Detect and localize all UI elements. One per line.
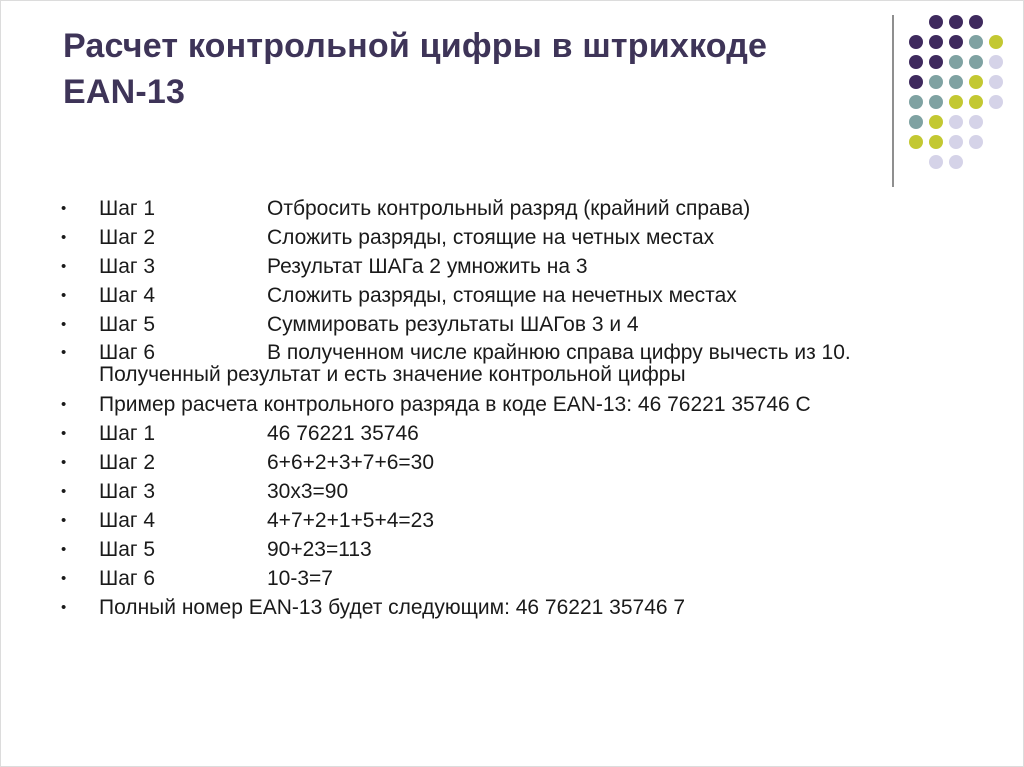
decorative-dot — [949, 75, 963, 89]
decorative-dot — [929, 135, 943, 149]
step-label: Шаг 1 — [99, 422, 156, 445]
decorative-dot — [949, 15, 963, 29]
bullet-icon: • — [61, 229, 67, 246]
bullet-icon: • — [61, 512, 67, 529]
step-text: 4+7+2+1+5+4=23 — [267, 509, 435, 532]
bullet-icon: • — [61, 454, 67, 471]
decorative-dot — [969, 55, 983, 69]
list-item — [59, 223, 989, 252]
step-label: Шаг 3 — [99, 480, 156, 503]
step-label: Шаг 6 — [99, 341, 156, 364]
step-text: 10-3=7 — [267, 567, 333, 590]
slide-title-line-1: Расчет контрольной цифры в штрихкоде — [63, 27, 768, 65]
decorative-dot — [909, 35, 923, 49]
decorative-dot — [989, 75, 1003, 89]
step-label: Шаг 4 — [99, 284, 156, 307]
bullet-icon: • — [61, 258, 67, 275]
step-label: Шаг 2 — [99, 451, 156, 474]
decorative-dot — [949, 35, 963, 49]
step-text: Пример расчета контрольного разряда в коде EAN-13: 46 76221 35746 C — [99, 393, 811, 416]
slide-title-line-2: EAN-13 — [63, 73, 186, 111]
step-text: 6+6+2+3+7+6=30 — [267, 451, 435, 474]
decorative-dot — [909, 115, 923, 129]
list-item — [59, 535, 989, 564]
decorative-dot-grid — [906, 13, 1016, 173]
decorative-dot — [949, 155, 963, 169]
step-text: Суммировать результаты ШАГов 3 и 4 — [267, 313, 639, 336]
step-text: Сложить разряды, стоящие на нечетных местах — [267, 284, 737, 307]
bullet-icon: • — [61, 287, 67, 304]
decorative-dot — [969, 15, 983, 29]
step-text: Сложить разряды, стоящие на четных местах — [267, 226, 715, 249]
decorative-dot — [989, 95, 1003, 109]
decorative-divider — [892, 15, 894, 187]
bullet-icon: • — [61, 425, 67, 442]
decorative-dot — [949, 115, 963, 129]
list-item — [59, 281, 989, 310]
list-item — [59, 390, 989, 419]
decorative-dot — [989, 35, 1003, 49]
bullet-icon: • — [61, 541, 67, 558]
step-label: Шаг 1 — [99, 197, 156, 220]
list-item — [59, 448, 989, 477]
decorative-dot — [909, 75, 923, 89]
decorative-dot — [969, 95, 983, 109]
dot-grid-graphic — [906, 13, 1016, 173]
decorative-dot — [929, 115, 943, 129]
decorative-dot — [929, 95, 943, 109]
step-text: 30x3=90 — [267, 480, 349, 503]
decorative-dot — [949, 95, 963, 109]
list-item — [59, 252, 989, 281]
step-label: Шаг 5 — [99, 538, 156, 561]
decorative-dot — [929, 35, 943, 49]
decorative-dot — [969, 35, 983, 49]
decorative-dot — [949, 135, 963, 149]
bullet-icon: • — [61, 316, 67, 333]
list-item — [59, 506, 989, 535]
decorative-dot — [909, 95, 923, 109]
step-label: Шаг 2 — [99, 226, 156, 249]
decorative-dot — [929, 75, 943, 89]
decorative-dot — [909, 135, 923, 149]
bullet-icon: • — [61, 200, 67, 217]
list-item — [59, 194, 989, 223]
list-item — [59, 593, 989, 622]
step-text: 46 76221 35746 — [267, 422, 419, 445]
list-item — [59, 339, 989, 390]
step-text: Результат ШАГа 2 умножить на 3 — [267, 255, 588, 278]
step-text: 90+23=113 — [267, 538, 372, 561]
decorative-dot — [949, 55, 963, 69]
decorative-dot — [989, 55, 1003, 69]
decorative-dot — [929, 15, 943, 29]
decorative-dot — [909, 55, 923, 69]
list-item — [59, 564, 989, 593]
decorative-dot — [969, 135, 983, 149]
decorative-dot — [969, 115, 983, 129]
list-item — [59, 477, 989, 506]
slide-title — [63, 23, 863, 115]
bullet-icon: • — [61, 344, 67, 361]
list-item — [59, 310, 989, 339]
step-label: Шаг 4 — [99, 509, 156, 532]
bullet-icon: • — [61, 570, 67, 587]
step-text: В полученном числе крайнюю справа цифру вычесть из 10. — [267, 341, 851, 364]
step-label: Шаг 5 — [99, 313, 156, 336]
step-text: Полный номер EAN-13 будет следующим: 46 76221 35746 7 — [99, 596, 686, 619]
step-text-continuation: Полученный результат и есть значение контрольной цифры — [99, 363, 686, 386]
list-item — [59, 419, 989, 448]
step-label: Шаг 3 — [99, 255, 156, 278]
steps-list — [59, 194, 989, 622]
bullet-icon: • — [61, 599, 67, 616]
step-text: Отбросить контрольный разряд (крайний справа) — [267, 197, 751, 220]
decorative-dot — [929, 155, 943, 169]
bullet-icon: • — [61, 483, 67, 500]
decorative-dot — [929, 55, 943, 69]
bullet-icon: • — [61, 396, 67, 413]
step-label: Шаг 6 — [99, 567, 156, 590]
decorative-dot — [969, 75, 983, 89]
